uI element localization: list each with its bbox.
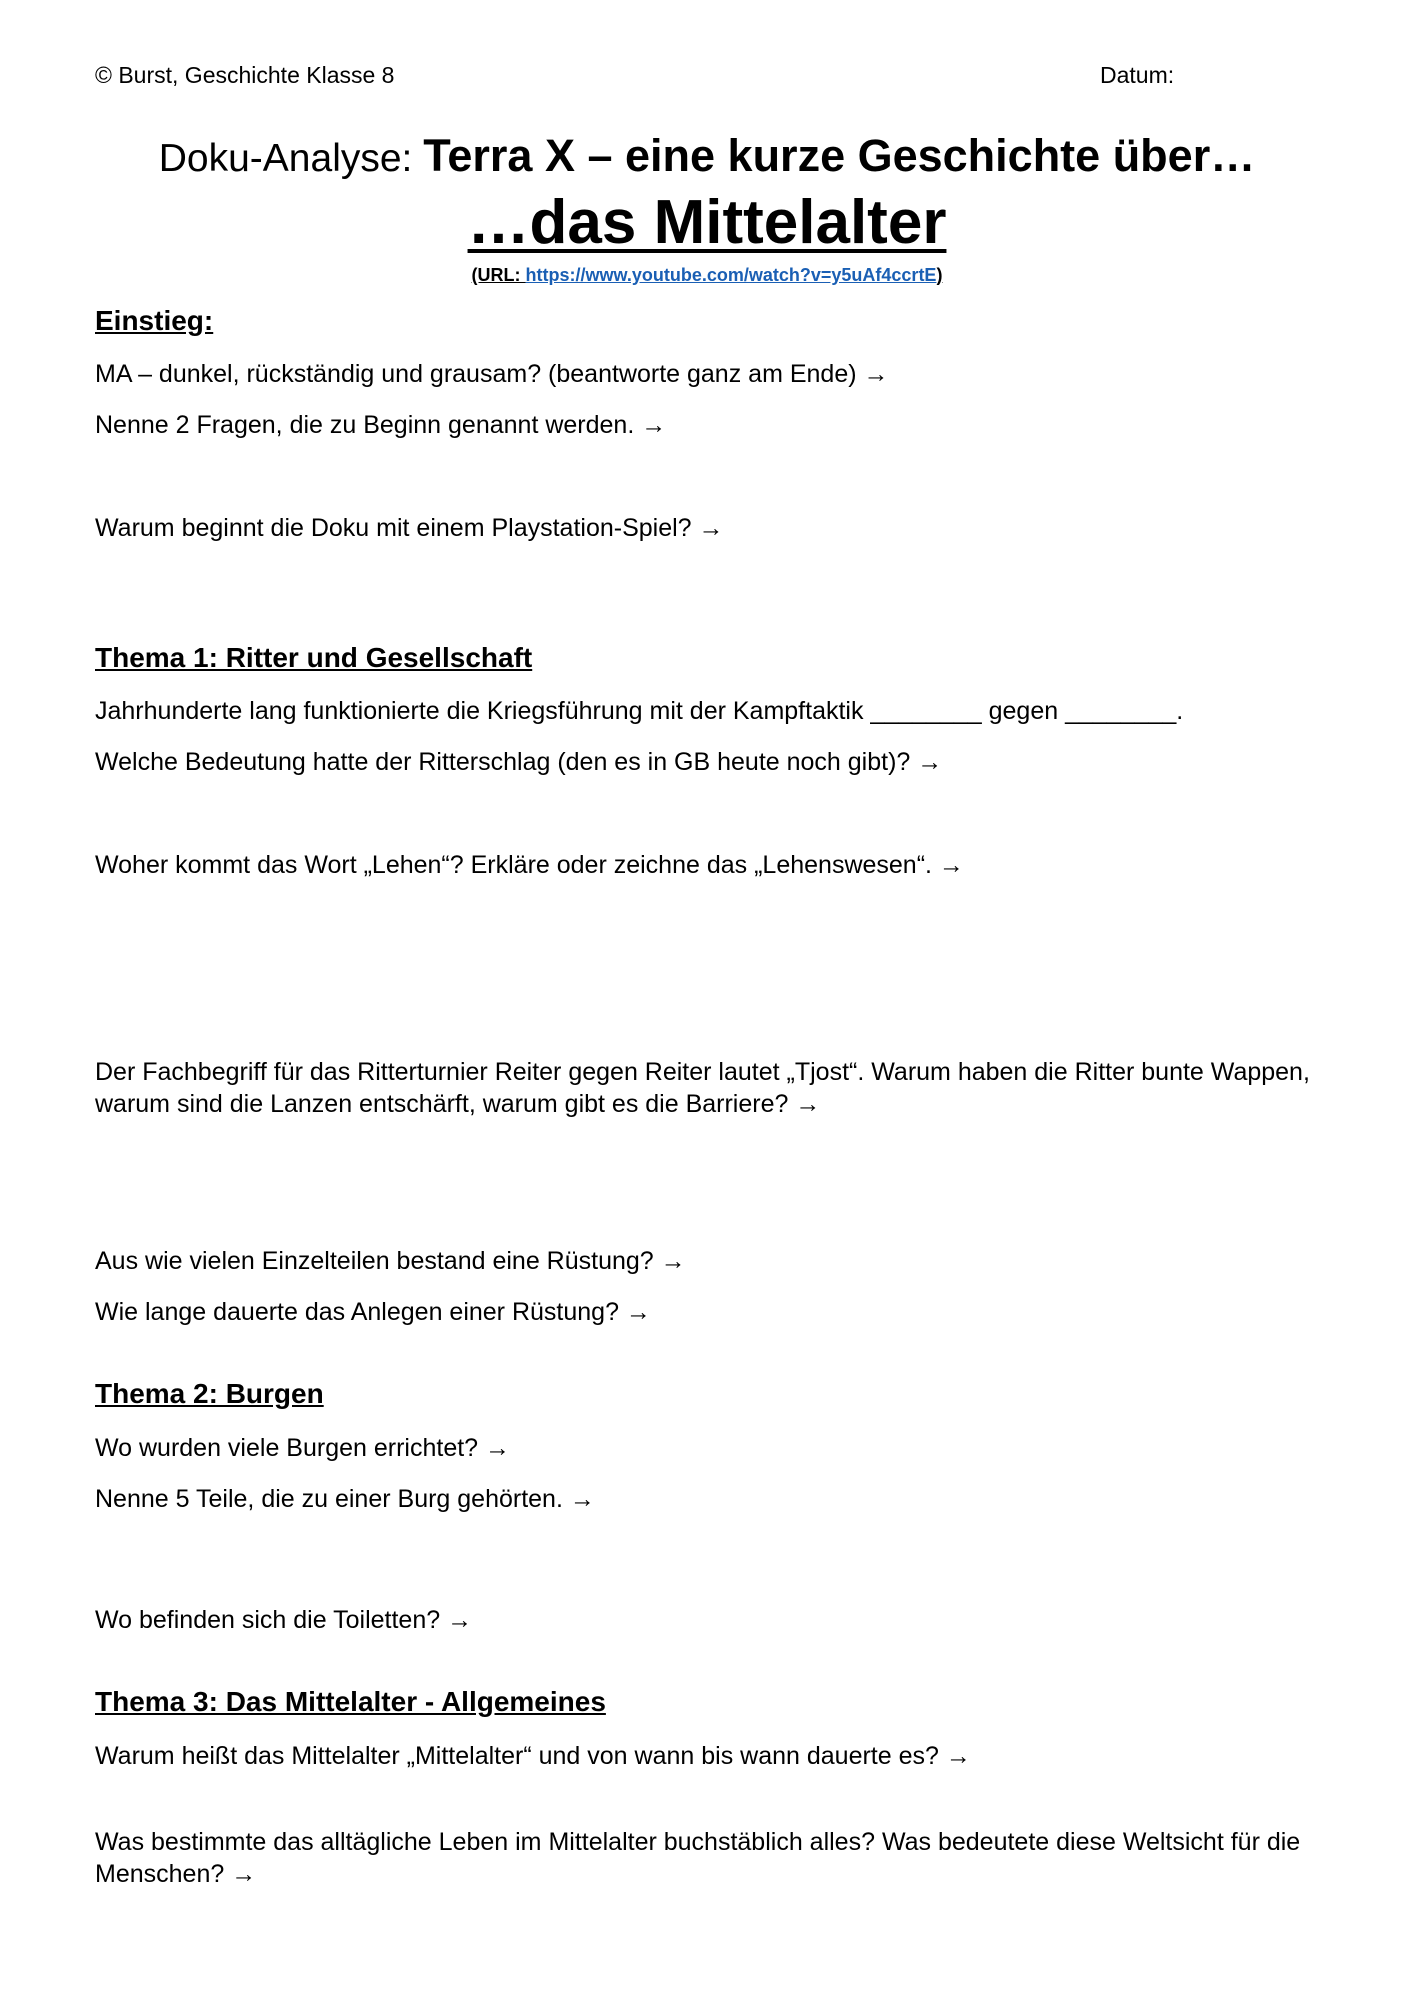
url-close: ) (936, 265, 943, 285)
page-subtitle (0, 187, 1414, 258)
question: Aus wie vielen Einzelteilen bestand eine Rüstung? → (95, 1247, 686, 1275)
url-label: (URL: (471, 265, 526, 285)
page-title (0, 130, 1414, 182)
question: Nenne 2 Fragen, die zu Beginn genannt werden. → (95, 411, 667, 439)
question: Warum heißt das Mittelalter „Mittelalter“ und von wann bis wann dauerte es? → (95, 1742, 971, 1770)
section-heading-thema2: Thema 2: Burgen (95, 1378, 324, 1409)
question: MA – dunkel, rückständig und grausam? (beantworte ganz am Ende) → (95, 360, 889, 388)
section-heading-einstieg: Einstieg: (95, 305, 214, 336)
question: Der Fachbegriff für das Ritterturnier Reiter gegen Reiter lautet „Tjost“. Warum haben die Ritter bunte Wappen, warum sind die Lanzen entschärft, warum gibt es die Barriere? → (95, 1058, 1310, 1118)
question: Wo befinden sich die Toiletten? → (95, 1606, 473, 1634)
subtitle-text: …das Mittelalter (467, 188, 947, 257)
url-line (0, 265, 1414, 286)
question: Jahrhunderte lang funktionierte die Kriegsführung mit der Kampftaktik ________ gegen ________. (95, 697, 1184, 725)
question: Was bestimmte das alltägliche Leben im Mittelalter buchstäblich alles? Was bedeutete diese Weltsicht für die Menschen? → (95, 1828, 1301, 1888)
title-prefix: Doku-Analyse: (158, 137, 424, 180)
question: Woher kommt das Wort „Lehen“? Erkläre oder zeichne das „Lehenswesen“. → (95, 851, 964, 879)
header-author: © Burst, Geschichte Klasse 8 (95, 62, 395, 88)
question: Welche Bedeutung hatte der Ritterschlag (den es in GB heute noch gibt)? → (95, 748, 943, 776)
header-date-label: Datum: (1100, 62, 1175, 88)
title-main: Terra X – eine kurze Geschichte über… (423, 130, 1256, 181)
section-heading-thema3: Thema 3: Das Mittelalter - Allgemeines (95, 1686, 606, 1717)
video-link[interactable]: https://www.youtube.com/watch?v=y5uAf4ccrtE (525, 265, 937, 285)
question: Wie lange dauerte das Anlegen einer Rüstung? → (95, 1298, 651, 1326)
section-heading-thema1: Thema 1: Ritter und Gesellschaft (95, 642, 533, 673)
question: Warum beginnt die Doku mit einem Playstation-Spiel? → (95, 514, 724, 542)
question: Nenne 5 Teile, die zu einer Burg gehörten. → (95, 1485, 595, 1513)
question: Wo wurden viele Burgen errichtet? → (95, 1434, 511, 1462)
